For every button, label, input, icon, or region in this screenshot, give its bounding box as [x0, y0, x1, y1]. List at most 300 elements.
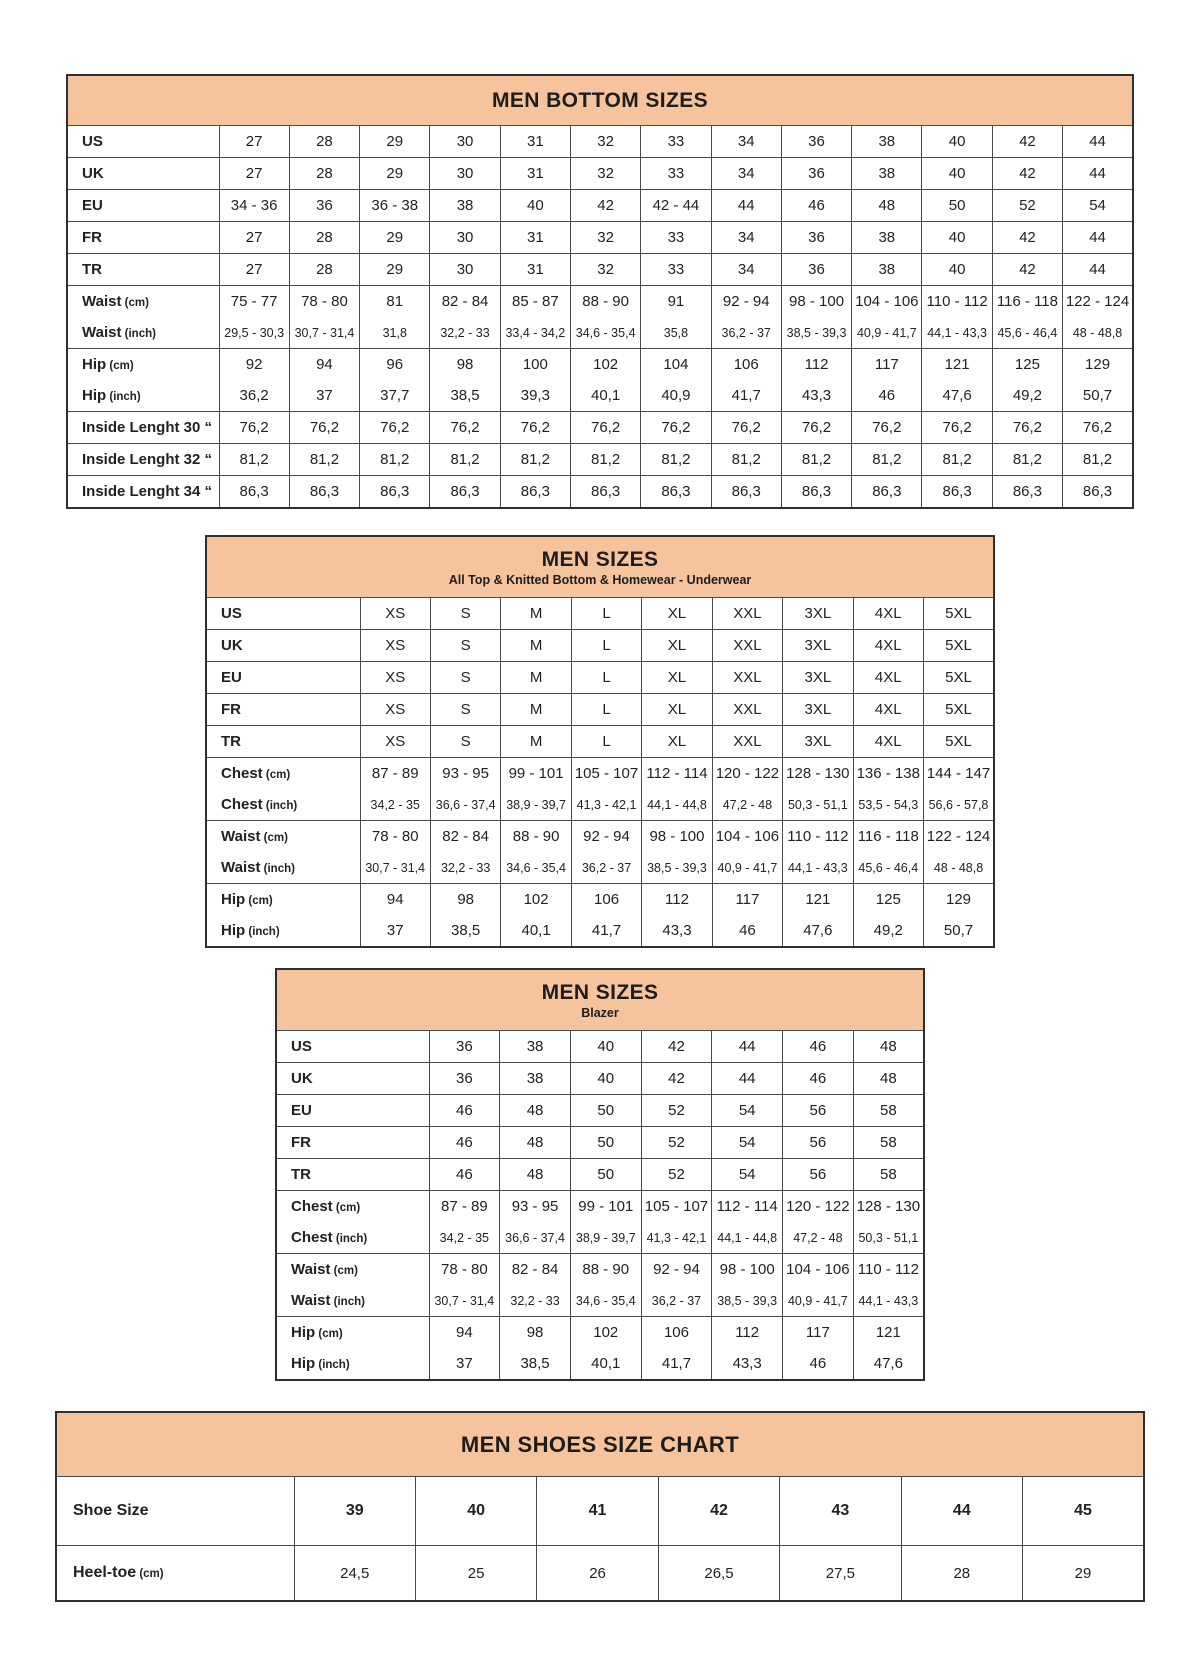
size-cell: 86,3 [219, 476, 289, 509]
size-cell: 116 - 118 [992, 286, 1062, 318]
size-cell: 29 [360, 158, 430, 190]
size-cell: 76,2 [289, 412, 359, 444]
size-cell: 33 [641, 126, 711, 158]
size-cell: 28 [289, 158, 359, 190]
size-cell: 104 - 106 [852, 286, 922, 318]
size-cell: 41,3 - 42,1 [571, 789, 641, 821]
table-row [276, 1191, 924, 1223]
size-cell: 26,5 [658, 1546, 779, 1602]
size-cell: 81 [360, 286, 430, 318]
size-cell: 105 - 107 [641, 1191, 712, 1223]
row-label: TR [206, 726, 360, 758]
table-title: MEN SHOES SIZE CHART [460, 1432, 740, 1457]
size-cell: 32,2 - 33 [430, 852, 500, 884]
size-cell: 34,6 - 35,4 [570, 317, 640, 349]
size-cell: 35,8 [641, 317, 711, 349]
size-cell: 44,1 - 44,8 [642, 789, 712, 821]
size-cell: 5XL [924, 662, 995, 694]
size-cell: 43,3 [781, 380, 851, 412]
size-cell: L [571, 598, 641, 630]
size-cell: 34,2 - 35 [360, 789, 430, 821]
table-header-band [67, 75, 1133, 126]
size-cell: L [571, 662, 641, 694]
size-cell: 32 [570, 126, 640, 158]
row-label: US [276, 1031, 429, 1063]
size-cell: 78 - 80 [289, 286, 359, 318]
size-cell: 106 [711, 349, 781, 381]
size-cell: S [430, 726, 500, 758]
size-cell: 42 [992, 222, 1062, 254]
size-cell: 33 [641, 158, 711, 190]
size-cell: 46 [429, 1127, 500, 1159]
size-cell: 40 [922, 158, 992, 190]
size-cell: 50 [570, 1159, 641, 1191]
table-row [206, 598, 994, 630]
size-cell: 44 [1063, 222, 1133, 254]
size-cell: 44 [1063, 158, 1133, 190]
size-cell: 36 [781, 222, 851, 254]
size-cell: 44,1 - 44,8 [712, 1222, 783, 1254]
size-cell: 34 - 36 [219, 190, 289, 222]
size-cell: 30 [430, 222, 500, 254]
size-cell: 30 [430, 158, 500, 190]
size-cell: 86,3 [500, 476, 570, 509]
size-cell: 41 [537, 1477, 658, 1546]
size-cell: 47,2 - 48 [712, 789, 782, 821]
row-label: FR [67, 222, 219, 254]
size-cell: 40 [570, 1031, 641, 1063]
table-row [276, 1159, 924, 1191]
size-cell: 48 - 48,8 [924, 852, 995, 884]
size-cell: XL [642, 630, 712, 662]
size-cell: 41,3 - 42,1 [641, 1222, 712, 1254]
size-cell: 99 - 101 [570, 1191, 641, 1223]
size-cell: 38 [430, 190, 500, 222]
size-cell: 27,5 [780, 1546, 901, 1602]
size-cell: 81,2 [500, 444, 570, 476]
row-label: FR [276, 1127, 429, 1159]
size-cell: 40,9 [641, 380, 711, 412]
size-cell: 99 - 101 [501, 758, 571, 790]
size-cell: 47,6 [783, 915, 853, 947]
size-cell: 121 [922, 349, 992, 381]
size-cell: 44 [711, 190, 781, 222]
size-cell: 43,3 [712, 1348, 783, 1380]
size-cell: 93 - 95 [430, 758, 500, 790]
size-cell: 40,1 [501, 915, 571, 947]
size-cell: 98 [430, 349, 500, 381]
size-cell: 47,6 [853, 1348, 924, 1380]
size-cell: 44 [712, 1063, 783, 1095]
table-row [206, 821, 994, 853]
row-label: Shoe Size [56, 1477, 294, 1546]
row-label: TR [67, 254, 219, 286]
table-row [276, 1063, 924, 1095]
row-label: Inside Lenght 30 “ [67, 412, 219, 444]
size-cell: 41,7 [571, 915, 641, 947]
size-cell: 31 [500, 254, 570, 286]
size-cell: 44,1 - 43,3 [853, 1285, 924, 1317]
table-header-band [276, 969, 924, 1031]
size-cell: 81,2 [641, 444, 711, 476]
size-cell: 91 [641, 286, 711, 318]
size-cell: 110 - 112 [783, 821, 853, 853]
size-cell: 29 [360, 254, 430, 286]
size-cell: 42 [658, 1477, 779, 1546]
size-cell: 104 - 106 [712, 821, 782, 853]
size-cell: 44 [1063, 126, 1133, 158]
size-cell: 38,9 - 39,7 [570, 1222, 641, 1254]
size-cell: 128 - 130 [853, 1191, 924, 1223]
size-cell: XS [360, 598, 430, 630]
table-row [276, 1254, 924, 1286]
size-cell: 33 [641, 222, 711, 254]
size-cell: 34 [711, 126, 781, 158]
size-cell: 48 [500, 1127, 571, 1159]
size-cell: 86,3 [360, 476, 430, 509]
row-label: EU [276, 1095, 429, 1127]
size-cell: 3XL [783, 630, 853, 662]
size-cell: XXL [712, 630, 782, 662]
size-cell: 112 [642, 884, 712, 916]
size-cell: 31,8 [360, 317, 430, 349]
size-cell: 40,9 - 41,7 [712, 852, 782, 884]
size-cell: 40,1 [570, 380, 640, 412]
size-cell: 86,3 [289, 476, 359, 509]
size-cell: 82 - 84 [430, 821, 500, 853]
table-row [67, 317, 1133, 349]
size-cell: 86,3 [852, 476, 922, 509]
table-row [67, 286, 1133, 318]
size-cell: 42 [641, 1031, 712, 1063]
size-cell: 39,3 [500, 380, 570, 412]
table-row [67, 222, 1133, 254]
row-label: Inside Lenght 34 “ [67, 476, 219, 509]
size-cell: 37 [429, 1348, 500, 1380]
size-cell: M [501, 598, 571, 630]
size-cell: 49,2 [992, 380, 1062, 412]
men-sizes-blazer-table [275, 968, 925, 1381]
size-cell: 38,5 - 39,3 [712, 1285, 783, 1317]
size-cell: 106 [641, 1317, 712, 1349]
size-cell: 82 - 84 [430, 286, 500, 318]
row-label: Hip (cm) [206, 884, 360, 916]
table-header-band [56, 1412, 1144, 1477]
size-cell: 38,5 - 39,3 [781, 317, 851, 349]
size-cell: 117 [852, 349, 922, 381]
row-label: Waist (inch) [82, 324, 156, 341]
size-cell: XS [360, 694, 430, 726]
men-bottom-sizes-table [66, 74, 1134, 509]
table-row [67, 190, 1133, 222]
size-cell: XS [360, 630, 430, 662]
size-cell: 94 [429, 1317, 500, 1349]
size-cell: 40,9 - 41,7 [783, 1285, 854, 1317]
size-cell: 110 - 112 [922, 286, 992, 318]
size-cell: S [430, 662, 500, 694]
size-cell: 76,2 [500, 412, 570, 444]
table-subtitle: Blazer [581, 1006, 619, 1020]
table-row [276, 1095, 924, 1127]
table-header-row [276, 969, 924, 1031]
size-cell: 41,7 [641, 1348, 712, 1380]
size-cell: 30 [430, 254, 500, 286]
size-cell: 121 [783, 884, 853, 916]
size-cell: 36,6 - 37,4 [430, 789, 500, 821]
size-cell: M [501, 630, 571, 662]
size-cell: 38,9 - 39,7 [501, 789, 571, 821]
size-cell: M [501, 726, 571, 758]
size-cell: 3XL [783, 662, 853, 694]
size-cell: 42 [992, 158, 1062, 190]
size-cell: 102 [570, 1317, 641, 1349]
size-cell: 56 [783, 1127, 854, 1159]
size-cell: 58 [853, 1127, 924, 1159]
size-cell: 92 - 94 [641, 1254, 712, 1286]
size-cell: XS [360, 662, 430, 694]
size-cell: 102 [501, 884, 571, 916]
size-cell: 102 [570, 349, 640, 381]
size-cell: 42 [641, 1063, 712, 1095]
size-cell: 32,2 - 33 [430, 317, 500, 349]
size-cell: 86,3 [570, 476, 640, 509]
size-cell: 112 [781, 349, 851, 381]
size-cell: 76,2 [852, 412, 922, 444]
size-cell: 120 - 122 [712, 758, 782, 790]
size-cell: 106 [571, 884, 641, 916]
table-row [276, 1285, 924, 1317]
size-cell: 36 [429, 1063, 500, 1095]
size-cell: 5XL [924, 630, 995, 662]
size-cell: 40,9 - 41,7 [852, 317, 922, 349]
table-header-row [56, 1412, 1144, 1477]
men-bottom-sizes-section [0, 74, 1200, 509]
size-cell: S [430, 630, 500, 662]
row-label: Chest (cm) [276, 1191, 429, 1223]
size-cell: 42 [992, 126, 1062, 158]
men-shoes-size-chart-section [0, 1411, 1200, 1602]
size-cell: 43 [780, 1477, 901, 1546]
table-row [206, 789, 994, 821]
table-row [206, 694, 994, 726]
size-cell: 48 [853, 1031, 924, 1063]
size-cell: 34 [711, 254, 781, 286]
size-cell: XL [642, 598, 712, 630]
size-cell: 3XL [783, 694, 853, 726]
size-cell: 52 [641, 1127, 712, 1159]
size-cell: 44 [1063, 254, 1133, 286]
size-cell: 24,5 [294, 1546, 415, 1602]
size-cell: 34 [711, 158, 781, 190]
table-title: MEN BOTTOM SIZES [491, 89, 709, 112]
size-cell: 128 - 130 [783, 758, 853, 790]
size-cell: 92 - 94 [571, 821, 641, 853]
size-cell: 136 - 138 [853, 758, 923, 790]
row-label: Hip (cm) [67, 349, 219, 381]
row-label: EU [67, 190, 219, 222]
size-cell: 56 [783, 1095, 854, 1127]
table-row [276, 1348, 924, 1380]
size-cell: 86,3 [1063, 476, 1133, 509]
size-cell: 45,6 - 46,4 [992, 317, 1062, 349]
table-row [206, 758, 994, 790]
size-cell: 27 [219, 222, 289, 254]
size-cell: 50,3 - 51,1 [783, 789, 853, 821]
row-label: Hip (inch) [82, 387, 141, 404]
table-title: MEN SIZES [541, 548, 659, 571]
size-cell: 56 [783, 1159, 854, 1191]
size-cell: 86,3 [430, 476, 500, 509]
size-cell: 38 [500, 1063, 571, 1095]
table-row [67, 380, 1133, 412]
size-cell: 98 - 100 [712, 1254, 783, 1286]
size-cell: 37 [360, 915, 430, 947]
size-cell: 36,2 [219, 380, 289, 412]
size-cell: 41,7 [711, 380, 781, 412]
size-cell: 96 [360, 349, 430, 381]
size-cell: 93 - 95 [500, 1191, 571, 1223]
table-row [67, 349, 1133, 381]
size-cell: 122 - 124 [1063, 286, 1133, 318]
size-cell: 27 [219, 158, 289, 190]
size-cell: 36 [781, 126, 851, 158]
size-cell: 105 - 107 [571, 758, 641, 790]
size-cell: 40,1 [570, 1348, 641, 1380]
size-cell: 117 [783, 1317, 854, 1349]
size-cell: 44,1 - 43,3 [783, 852, 853, 884]
table-row [56, 1477, 1144, 1546]
size-cell: 76,2 [992, 412, 1062, 444]
size-cell: 46 [712, 915, 782, 947]
table-row [67, 126, 1133, 158]
size-cell: 81,2 [570, 444, 640, 476]
size-cell: 38 [852, 222, 922, 254]
size-cell: 3XL [783, 598, 853, 630]
size-cell: 44,1 - 43,3 [922, 317, 992, 349]
size-cell: 47,2 - 48 [783, 1222, 854, 1254]
size-cell: 76,2 [570, 412, 640, 444]
size-cell: 37,7 [360, 380, 430, 412]
size-cell: 98 - 100 [642, 821, 712, 853]
size-cell: 30,7 - 31,4 [360, 852, 430, 884]
row-label: Waist (inch) [221, 859, 295, 876]
row-label: Chest (cm) [206, 758, 360, 790]
size-cell: 31 [500, 158, 570, 190]
size-cell: 110 - 112 [853, 1254, 924, 1286]
size-cell: 36,2 - 37 [711, 317, 781, 349]
size-cell: 4XL [853, 598, 923, 630]
size-cell: 5XL [924, 598, 995, 630]
size-cell: 48 [852, 190, 922, 222]
table-subtitle: All Top & Knitted Bottom & Homewear - Underwear [448, 573, 752, 587]
table-header-row [67, 75, 1133, 126]
table-row [56, 1546, 1144, 1602]
size-cell: 104 [641, 349, 711, 381]
size-cell: 86,3 [781, 476, 851, 509]
size-cell: XL [642, 662, 712, 694]
size-cell: 88 - 90 [501, 821, 571, 853]
size-cell: 86,3 [992, 476, 1062, 509]
size-cell: 38,5 [430, 380, 500, 412]
table-title: MEN SIZES [541, 981, 659, 1004]
size-cell: 30,7 - 31,4 [289, 317, 359, 349]
size-cell: 27 [219, 126, 289, 158]
size-cell: XXL [712, 694, 782, 726]
table-row [67, 158, 1133, 190]
size-cell: 81,2 [781, 444, 851, 476]
size-cell: 76,2 [219, 412, 289, 444]
size-cell: 27 [219, 254, 289, 286]
size-cell: 92 - 94 [711, 286, 781, 318]
size-cell: 40 [570, 1063, 641, 1095]
size-cell: XXL [712, 598, 782, 630]
size-cell: 129 [924, 884, 995, 916]
table-header-band [206, 536, 994, 598]
size-cell: 31 [500, 126, 570, 158]
size-cell: 121 [853, 1317, 924, 1349]
table-row [67, 444, 1133, 476]
size-cell: 54 [712, 1159, 783, 1191]
size-cell: 36 [429, 1031, 500, 1063]
size-cell: 5XL [924, 694, 995, 726]
size-cell: 26 [537, 1546, 658, 1602]
size-cell: 30,7 - 31,4 [429, 1285, 500, 1317]
size-cell: 52 [992, 190, 1062, 222]
size-cell: 32 [570, 222, 640, 254]
row-label: Chest (inch) [291, 1229, 368, 1246]
size-cell: 122 - 124 [924, 821, 995, 853]
size-cell: 34,6 - 35,4 [570, 1285, 641, 1317]
table-row [276, 1127, 924, 1159]
men-sizes-blazer-section [0, 968, 1200, 1381]
size-cell: 47,6 [922, 380, 992, 412]
row-label: Hip (inch) [221, 922, 280, 939]
size-cell: 34 [711, 222, 781, 254]
size-cell: 92 [219, 349, 289, 381]
size-cell: 86,3 [641, 476, 711, 509]
size-cell: 43,3 [642, 915, 712, 947]
row-label: Waist (cm) [67, 286, 219, 318]
size-cell: 36 [781, 158, 851, 190]
size-cell: 40 [415, 1477, 536, 1546]
size-cell: 46 [783, 1348, 854, 1380]
size-cell: 76,2 [711, 412, 781, 444]
table-row [67, 412, 1133, 444]
size-cell: 46 [429, 1095, 500, 1127]
size-cell: 28 [289, 222, 359, 254]
size-cell: 37 [289, 380, 359, 412]
size-cell: 46 [783, 1031, 854, 1063]
size-cell: 42 - 44 [641, 190, 711, 222]
size-cell: 46 [852, 380, 922, 412]
row-label: US [206, 598, 360, 630]
size-cell: 76,2 [430, 412, 500, 444]
size-cell: 78 - 80 [360, 821, 430, 853]
size-cell: 39 [294, 1477, 415, 1546]
size-cell: M [501, 694, 571, 726]
size-cell: 116 - 118 [853, 821, 923, 853]
size-cell: 112 - 114 [642, 758, 712, 790]
size-cell: 54 [712, 1095, 783, 1127]
size-cell: 34,2 - 35 [429, 1222, 500, 1254]
size-cell: 82 - 84 [500, 1254, 571, 1286]
size-cell: 36,2 - 37 [571, 852, 641, 884]
size-cell: 33,4 - 34,2 [500, 317, 570, 349]
table-row [206, 726, 994, 758]
size-cell: 32 [570, 158, 640, 190]
size-cell: 81,2 [360, 444, 430, 476]
row-label: UK [206, 630, 360, 662]
